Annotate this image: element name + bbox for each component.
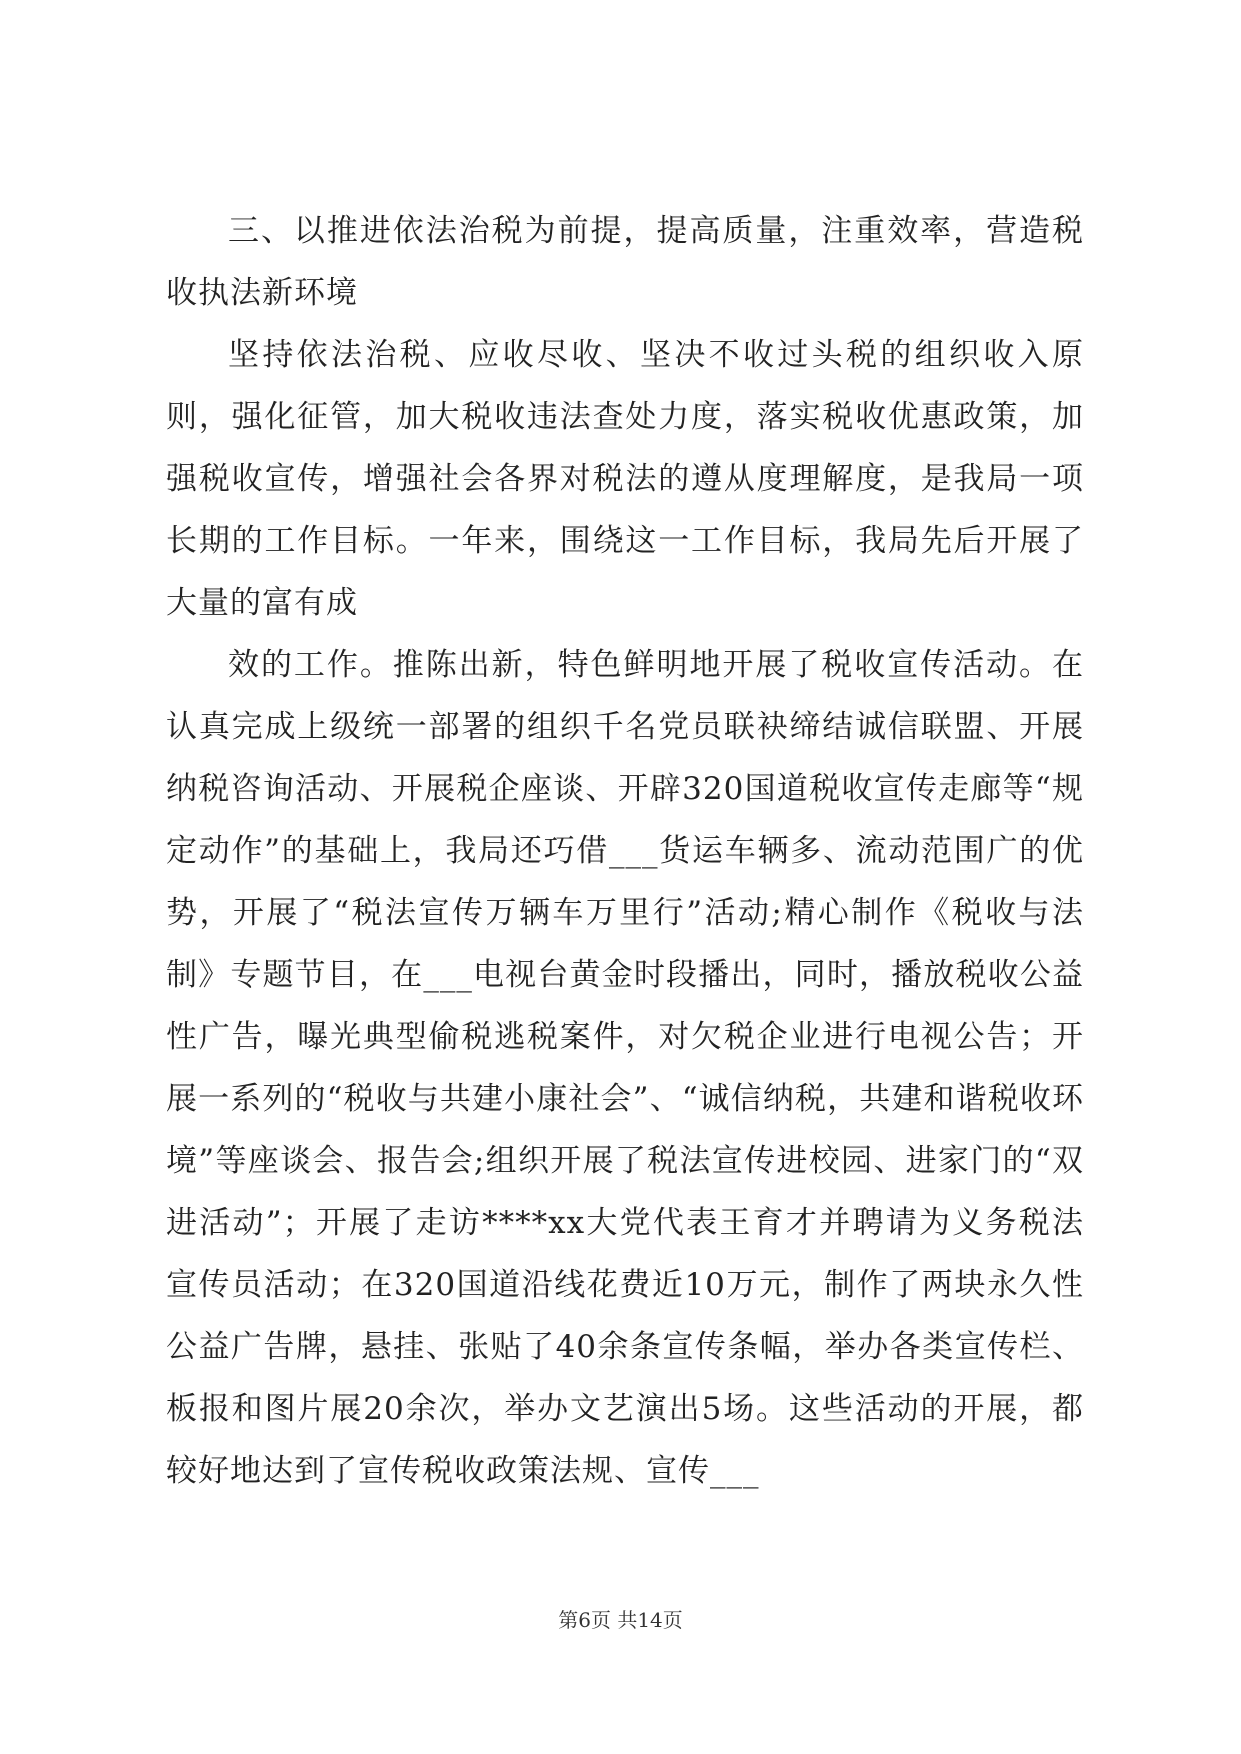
body-paragraph-1: 坚持依法治税、应收尽收、坚决不收过头税的组织收入原则，强化征管，加大税收违法查处力度，落实税收优惠政策，加强税收宣传，增强社会各界对税法的遵从度理解度，是我局一项长期的工作目标。一年来，围绕这一工作目标，我局先后开展了大量的富有成	[166, 337, 1084, 621]
document-body	[166, 200, 1084, 1502]
section-heading: 三、以推进依法治税为前提，提高质量，注重效率，营造税收执法新环境	[166, 213, 1084, 311]
body-paragraph-2: 效的工作。推陈出新，特色鲜明地开展了税收宣传活动。在认真完成上级统一部署的组织千名党员联袂缔结诚信联盟、开展纳税咨询活动、开展税企座谈、开辟320国道税收宣传走廊等“规定动作”的基础上，我局还巧借___货运车辆多、流动范围广的优势，开展了“税法宣传万辆车万里行”活动;精心制作《税收与法制》专题节目，在___电视台黄金时段播出，同时，播放税收公益性广告，曝光典型偷税逃税案件，对欠税企业进行电视公告；开展一系列的“税收与共建小康社会”、“诚信纳税，共建和谐税收环境”等座谈会、报告会;组织开展了税法宣传进校园、进家门的“双进活动”；开展了走访****xx大党代表王育才并聘请为义务税法宣传员活动；在320国道沿线花费近10万元，制作了两块永久性公益广告牌，悬挂、张贴了40余条宣传条幅，举办各类宣传栏、板报和图片展20余次，举办文艺演出5场。这些活动的开展，都较好地达到了宣传税收政策法规、宣传___	[166, 647, 1084, 1489]
page-number-footer: 第6页 共14页	[558, 1608, 683, 1632]
